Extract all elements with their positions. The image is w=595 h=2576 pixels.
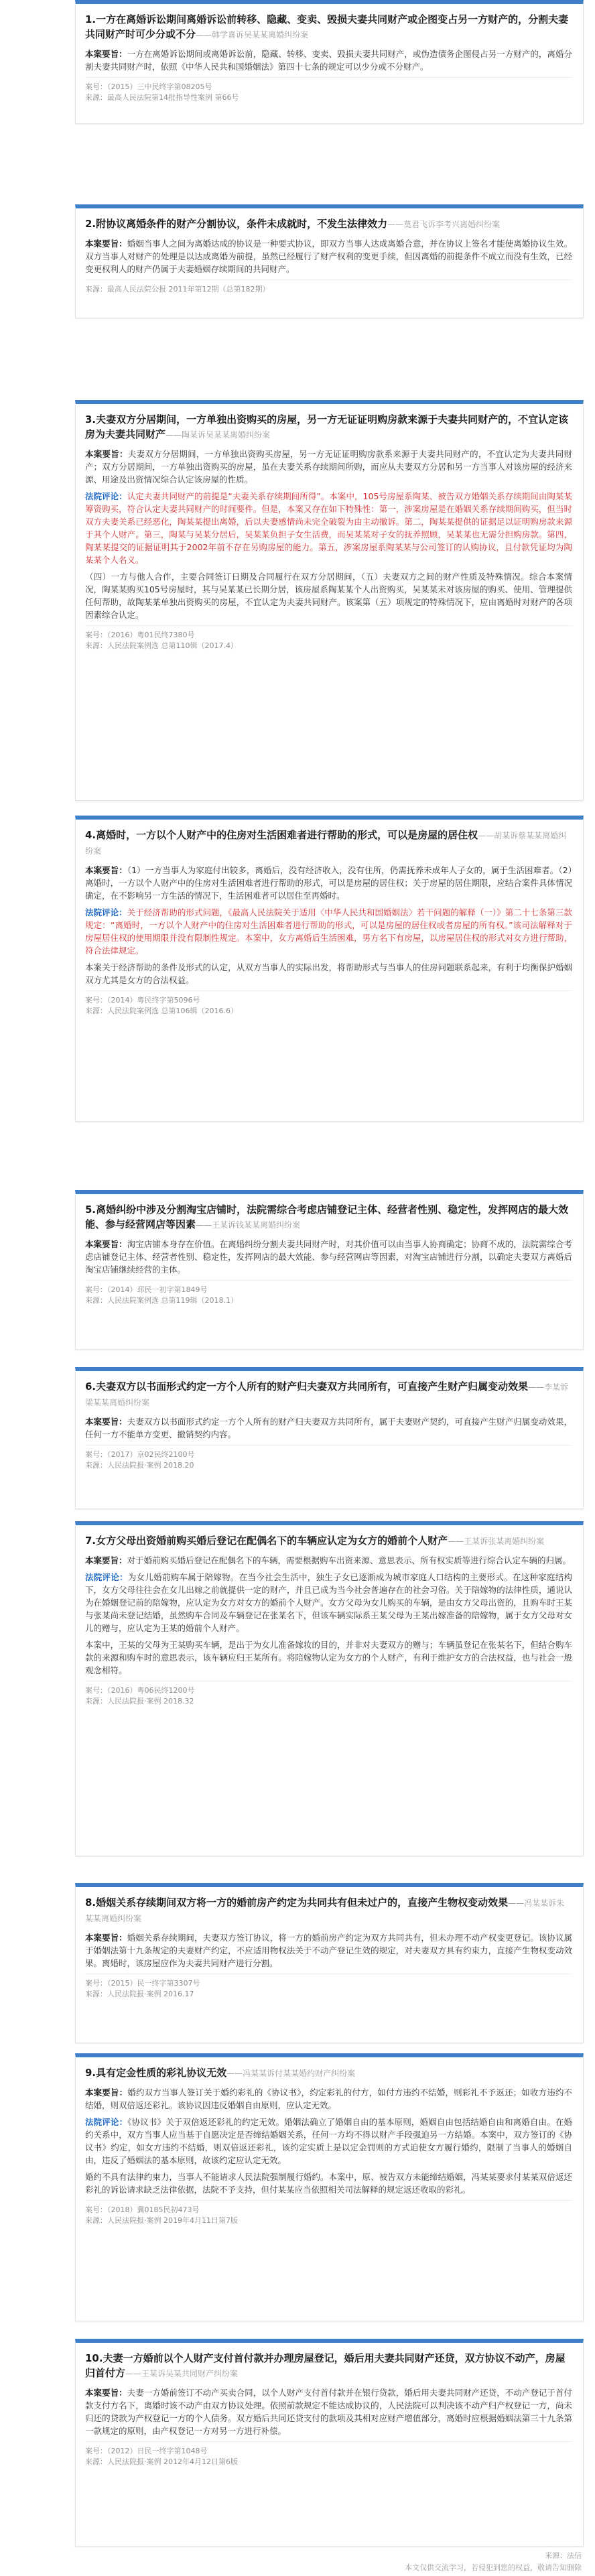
case-subtitle: ——莫君飞诉李考兴离婚纠纷案 xyxy=(387,220,501,229)
case-subtitle: ——李某诉梁某某离婚纠纷案 xyxy=(85,1382,569,1407)
gist-text: 对于婚前购买婚后登记在配偶名下的车辆，需要根据购车出资来源、意思表示、所有权实质等进行综合认定车辆的归属。 xyxy=(127,1555,572,1565)
case-source xyxy=(85,1974,572,2000)
case-analysis: 本案关于经济帮助的条件及形式的认定，从双方当事人的实际出发，将帮助形式与当事人的住房问题联系起来，有利于均衡保护婚姻双方尤其是女方的合法权益。 xyxy=(85,962,572,985)
court-comment xyxy=(85,906,572,957)
case-source xyxy=(85,990,572,1017)
comment-text: 关于经济帮助的形式问题，《最高人民法院关于适用〈中华人民共和国婚姻法〉若干问题的解释（一）》第二十七条第三款规定：“离婚时，一方以个人财产中的住房对生活困难者进行帮助的形式，可以是房屋的居住权或者房屋的所有权。”该司法解释对于房屋居住权的使用期限并没有限制性规定。本案中，女方离婚后生活困难，男方名下有房屋，以房屋居住权的形式对女方进行帮助，符合法律规定。 xyxy=(85,907,572,956)
case-number-ref: 案号：（2016）粤06民终1200号 xyxy=(85,1686,195,1695)
comment-text: 为女儿婚前购车属于陪嫁物。在当今社会生活中，独生子女已逐渐成为城市家庭人口结构的主要形式。在这种家庭结构下，女方父母往往会在女儿出嫁之前就提供一定的财产，并且已成为当今社会普遍存在的社会习俗。关于陪嫁物的法律性质，通说认为在婚姻登记前的陪嫁物，应认定为女方对女方的婚前个人财产。女方父母为女儿购买的车辆，是由女方父母出资的，且购车时王某与张某尚未登记结婚，虽然购车合同及车辆登记在张某名下，但该车辆实际系王某父母为王某出嫁准备的陪嫁物，属于女方父母对女儿的赠与，应认定为王某的婚前个人财产。 xyxy=(85,1572,572,1633)
case-heading: 离婚纠纷中涉及分割淘宝店铺时，法院需综合考虑店铺登记主体、经营者性别、稳定性，发挥网店的最大效能、参与经营网店等因素 xyxy=(85,1204,569,1230)
case-card-2 xyxy=(75,204,584,318)
gist-text: 夫妻一方婚前签订不动产买卖合同，以个人财产支付首付款并在银行贷款，婚后用夫妻共同财产还贷，不动产登记于首付款支付方名下，离婚时该不动产由双方协议处理。依照前款规定不能达成协议的，人民法院可以判决该不动产归产权登记一方，尚未归还的贷款为产权登记一方的个人债务。双方婚后共同还贷支付的款项及其相对应财产增值部分，离婚时应根据婚姻法第三十九条第一款规定的原则，由产权登记一方对另一方进行补偿。 xyxy=(85,2388,572,2436)
case-subtitle: ——冯某某诉朱某某离婚纠纷案 xyxy=(85,1898,565,1923)
comment-label: 法院评论： xyxy=(85,2117,128,2127)
case-number-ref: 案号：（2014）邳民一初字第1849号 xyxy=(85,1285,208,1294)
case-number-ref: 案号：（2012）日民一终字第1048号 xyxy=(85,2447,208,2455)
case-source xyxy=(85,2441,572,2467)
case-number-ref: 案号：（2016）粤01民终7380号 xyxy=(85,631,195,639)
case-number: 5. xyxy=(85,1204,96,1216)
gist-text: 夫妻双方以书面形式约定一方个人所有的财产归夫妻双方共同所有，属于夫妻财产契约，可直接产生财产归属变动效果，任何一方不能单方变更、撤销契约内容。 xyxy=(85,1417,572,1439)
comment-text: 《协议书》关于双倍返还彩礼的约定无效。婚姻法确立了婚姻自由的基本原则，婚姻自由包括结婚自由和离婚自由。在婚约关系中，双方当事人应当基于自愿决定是否缔结婚姻关系，任何一方均不得以财产手段强迫另一方结婚。本案中，双方签订的《协议书》约定，如女方违约不结婚，则双倍返还彩礼，该约定实质上是以定金罚则的方式迫使女方履行婚约，限制了当事人的婚姻自由，违反了婚姻法的基本原则，故该约定应认定无效。 xyxy=(85,2117,572,2165)
case-title xyxy=(85,1202,572,1232)
comment-label: 法院评论： xyxy=(85,907,127,917)
case-origin: 来源：人民法院报·案例 2019年4月11日第7版 xyxy=(85,2216,238,2225)
gist-text: 淘宝店铺本身存在价值。在离婚纠纷分割夫妻共同财产时，对其价值可以由当事人协商确定；协商不成的，法院需综合考虑店铺登记主体、经营者性别、稳定性，发挥网店的最大效能、参与经营网店等因素，对淘宝店铺进行分割，以确定夫妻双方离婚后淘宝店铺继续经营的主体。 xyxy=(85,1239,572,1275)
court-comment xyxy=(85,1571,572,1634)
case-source xyxy=(85,2200,572,2226)
case-heading: 具有定金性质的彩礼协议无效 xyxy=(96,2067,227,2079)
case-number-ref: 案号：（2017）京02民终2100号 xyxy=(85,1450,195,1459)
case-origin: 来源：人民法院报·案例 2016.17 xyxy=(85,1990,194,1998)
gist-text: （1）一方当事人为家庭付出较多，离婚后，没有经济收入，没有住所，仍需抚养未成年人子女的，属于生活困难者。（2）离婚时，一方以个人财产中的住房对生活困难者进行帮助的形式，可以是房屋的居住权；关于房屋的居住期限，应结合案件具体情况确定，在不影响另一方生活的情况下，生活困难者可以居住至再婚时。 xyxy=(85,865,572,901)
case-heading: 女方父母出资婚前购买婚后登记在配偶名下的车辆应认定为女方的婚前个人财产 xyxy=(96,1535,448,1547)
case-origin: 来源：人民法院报·案例 2012年4月12日第6版 xyxy=(85,2457,238,2466)
page-footer-source: 来源：法信 xyxy=(545,2551,582,2560)
gist-text: 一方在离婚诉讼期间或离婚诉讼前，隐藏、转移、变卖、毁损夫妻共同财产，或伪造债务企图侵占另一方财产的，离婚分割夫妻共同财产时，依照《中华人民共和国婚姻法》第四十七条的规定可以少分或不分财产。 xyxy=(85,49,572,72)
case-gist xyxy=(85,2386,572,2437)
case-gist xyxy=(85,2086,572,2112)
gist-text: 婚约双方当事人签订关于婚约彩礼的《协议书》，约定彩礼的付方，如付方违约不结婚，则彩礼不予返还；如收方违约不结婚，则双倍返还彩礼。该协议因违反婚姻自由原则，应认定无效。 xyxy=(85,2087,572,2110)
case-number: 2. xyxy=(85,218,96,230)
case-origin: 来源：人民法院案例选 总第119辑（2018.1） xyxy=(85,1296,238,1305)
case-analysis: 本案中，王某的父母为王某购买车辆，是出于为女儿准备嫁妆的目的，并非对夫妻双方的赠与；车辆虽登记在张某名下，但结合购车款的来源和购车时的意思表示，该车辆应归王某所有。将陪嫁物认定为女方的个人财产，有利于维护女方的合法权益，也与社会一般观念相符。 xyxy=(85,1640,572,1675)
case-card-8 xyxy=(75,1883,584,2043)
case-title xyxy=(85,1379,572,1410)
gist-label: 本案要旨： xyxy=(85,1933,127,1943)
case-subtitle: ——韩学喜诉吴某某离婚纠纷案 xyxy=(196,30,309,40)
case-number-ref: 案号：（2018）冀0185民初473号 xyxy=(85,2205,200,2214)
case-gist xyxy=(85,1415,572,1441)
gist-text: 婚姻关系存续期间，夫妻双方签订协议，将一方的婚前房产约定为双方共同共有，但未办理不动产权变更登记。该协议属于婚姻法第十九条规定的夫妻财产约定，不应适用物权法关于不动产登记生效的规定，对夫妻双方具有约束力，直接产生物权变动效果。离婚时，该房屋应作为夫妻共同财产进行分割。 xyxy=(85,1933,572,1968)
case-gist xyxy=(85,864,572,902)
case-title xyxy=(85,216,572,232)
case-card-6 xyxy=(75,1367,584,1509)
gist-label: 本案要旨： xyxy=(85,1555,127,1565)
case-subtitle: ——王某诉吴某共同财产纠纷案 xyxy=(125,2369,239,2378)
case-title xyxy=(85,412,572,442)
gist-label: 本案要旨： xyxy=(85,1417,127,1427)
case-origin: 来源：人民法院报·案例 2018.32 xyxy=(85,1697,194,1705)
comment-text: 认定夫妻共同财产的前提是“夫妻关系存续期间所得”。本案中，105号房屋系陶某、被告双方婚姻关系存续期间由陶某某筹资购买，符合认定夫妻共同财产的时间要件。但是，本案又存在如下特殊性：第一，涉案房屋是在婚姻关系存续期间购买，但当时双方夫妻关系已经恶化，陶某某提出离婚，后以夫妻感情尚未完全破裂为由主动撤诉。第二，陶某某提供的证据足以证明购房款来源于其个人财产。第三，陶某与吴某分居后，吴某某负担子女生活费，而吴某某对子女的抚养照顾，吴某某也无需分担购房款。第四，陶某某提交的证据证明其于2002年前不存在另购房屋的能力。第五，涉案房屋系陶某某与公司签订的认购协议，且付款凭证均为陶某某个人名义。 xyxy=(85,491,572,565)
case-heading: 离婚时，一方以个人财产中的住房对生活困难者进行帮助的形式，可以是房屋的居住权 xyxy=(96,829,478,841)
case-source xyxy=(85,625,572,651)
case-subtitle: ——陶某诉吴某某离婚纠纷案 xyxy=(166,430,271,440)
case-title xyxy=(85,1533,572,1549)
comment-label: 法院评论： xyxy=(85,1572,128,1582)
case-card-7 xyxy=(75,1521,584,1856)
gist-text: 夫妻双方分居期间，一方单独出资购买房屋，另一方无证证明购房款系来源于夫妻共同财产的，不宜认定为夫妻共同财产；双方分居期间，一方单独出资购买的房屋，虽在夫妻关系存续期间所购，而应从夫妻双方分居和另一方当事人对该房屋的经济来源、用途及出资情况综合认定该房屋的性质。 xyxy=(85,449,572,485)
case-gist xyxy=(85,448,572,486)
case-number: 7. xyxy=(85,1535,96,1547)
case-subtitle: ——王某诉钱某某离婚纠纷案 xyxy=(196,1220,301,1230)
case-card-10 xyxy=(75,2339,584,2547)
case-subtitle: ——胡某诉蔡某某离婚纠纷案 xyxy=(85,831,567,856)
case-number: 9. xyxy=(85,2067,96,2079)
gist-label: 本案要旨： xyxy=(85,2087,128,2098)
case-origin: 来源：人民法院报·案例 2018.20 xyxy=(85,1461,194,1470)
case-subtitle: ——冯某某诉付某某婚约财产纠纷案 xyxy=(226,2069,356,2078)
gist-label: 本案要旨： xyxy=(85,449,128,459)
case-gist xyxy=(85,237,572,275)
case-source xyxy=(85,77,572,103)
case-title xyxy=(85,1895,572,1926)
gist-label: 本案要旨： xyxy=(85,2388,127,2398)
case-number: 8. xyxy=(85,1896,96,1909)
case-number: 3. xyxy=(85,413,96,426)
case-analysis: （四）一方与他人合作，主要合同签订日期及合同履行在双方分居期间，（五）夫妻双方之间的财产性质及特殊情况。综合本案情况，陶某某购买105号房屋时，其与吴某某已长期分居，该房屋系陶某某个人出资购买，吴某某未对该房屋的购买、使用、管理提供任何帮助，故陶某某单独出资购买的房屋，不宜认定为夫妻共同财产。该案第（五）项规定的特殊情况下，应由离婚时对财产的各项因素综合认定。 xyxy=(85,572,572,620)
comment-label: 法院评论： xyxy=(85,491,127,501)
case-origin: 来源：人民法院案例选 总第106辑（2016.6） xyxy=(85,1007,238,1015)
case-source xyxy=(85,1681,572,1707)
case-source xyxy=(85,1280,572,1306)
case-analysis: 婚约不具有法律约束力，当事人不能请求人民法院强制履行婚约。本案中，原、被告双方未能缔结婚姻，冯某某要求付某某双倍返还彩礼的诉讼请求缺乏法律依据，法院不予支持，但付某某应当依照相关司法解释的规定返还收取的彩礼。 xyxy=(85,2172,572,2195)
page-footer-disclaimer: 本文仅供交流学习，若侵犯到您的权益，敬请告知删除 xyxy=(405,2563,582,2572)
case-origin: 来源：最高人民法院公报 2011年第12期（总第182期） xyxy=(85,285,270,294)
gist-label: 本案要旨： xyxy=(85,1239,127,1249)
case-card-3 xyxy=(75,400,584,801)
gist-text: 婚姻当事人之间为离婚达成的协议是一种要式协议，即双方当事人达成离婚合意，并在协议上签名才能使离婚协议生效。双方当事人对财产的处理是以达成离婚为前提，虽然已经履行了财产权利的变更手续，但因离婚的前提条件不成立而没有生效，已经变更权利人的财产仍属于夫妻婚姻存续期间的共同财产。 xyxy=(85,239,572,274)
gist-label: 本案要旨： xyxy=(85,49,127,59)
case-card-4 xyxy=(75,816,584,1122)
case-number: 6. xyxy=(85,1380,96,1393)
case-number-ref: 案号：（2015）民一终字第3307号 xyxy=(85,1979,200,1988)
case-source xyxy=(85,1445,572,1471)
case-gist xyxy=(85,1554,572,1567)
case-number: 4. xyxy=(85,829,96,841)
case-number-ref: 案号：（2015）三中民终字第08205号 xyxy=(85,82,212,91)
case-number: 1. xyxy=(85,13,96,25)
case-gist xyxy=(85,1238,572,1276)
case-card-1 xyxy=(75,0,584,124)
case-subtitle: ——王某诉张某离婚纠纷案 xyxy=(448,1537,545,1546)
case-heading: 婚姻关系存续期间双方将一方的婚前房产约定为共同共有但未过户的，直接产生物权变动效果 xyxy=(96,1896,509,1909)
case-origin: 来源：最高人民法院第14批指导性案例 第66号 xyxy=(85,93,239,102)
case-title xyxy=(85,12,572,42)
case-heading: 夫妻双方以书面形式约定一方个人所有的财产归夫妻双方共同所有，可直接产生财产归属变动效果 xyxy=(96,1380,529,1393)
case-number: 10. xyxy=(85,2352,103,2364)
case-title xyxy=(85,2065,572,2081)
court-comment xyxy=(85,490,572,566)
case-title xyxy=(85,2351,572,2381)
case-heading: 一方在离婚诉讼期间离婚诉讼前转移、隐藏、变卖、毁损夫妻共同财产或企图变占另一方财产的，分割夫妻共同财产时可少分或不分 xyxy=(85,13,569,40)
case-card-9 xyxy=(75,2053,584,2321)
case-gist xyxy=(85,1931,572,1970)
case-gist xyxy=(85,48,572,73)
case-number-ref: 案号：（2014）粤民终字第5096号 xyxy=(85,996,200,1005)
case-source xyxy=(85,279,572,295)
court-comment xyxy=(85,2116,572,2167)
case-origin: 来源：人民法院案例选 总第110辑（2017.4） xyxy=(85,641,238,650)
case-heading: 附协议离婚条件的财产分割协议，条件未成就时，不发生法律效力 xyxy=(96,218,388,230)
gist-label: 本案要旨： xyxy=(85,865,127,875)
case-heading: 夫妻一方婚前以个人财产支付首付款并办理房屋登记，婚后用夫妻共同财产还贷，双方协议不动产，房屋归首付方 xyxy=(85,2352,566,2379)
case-title xyxy=(85,828,572,858)
case-card-5 xyxy=(75,1190,584,1350)
gist-label: 本案要旨： xyxy=(85,239,127,249)
case-heading: 夫妻双方分居期间，一方单独出资购买的房屋，另一方无证证明购房款来源于夫妻共同财产的，不宜认定该房为夫妻共同财产 xyxy=(85,413,569,440)
